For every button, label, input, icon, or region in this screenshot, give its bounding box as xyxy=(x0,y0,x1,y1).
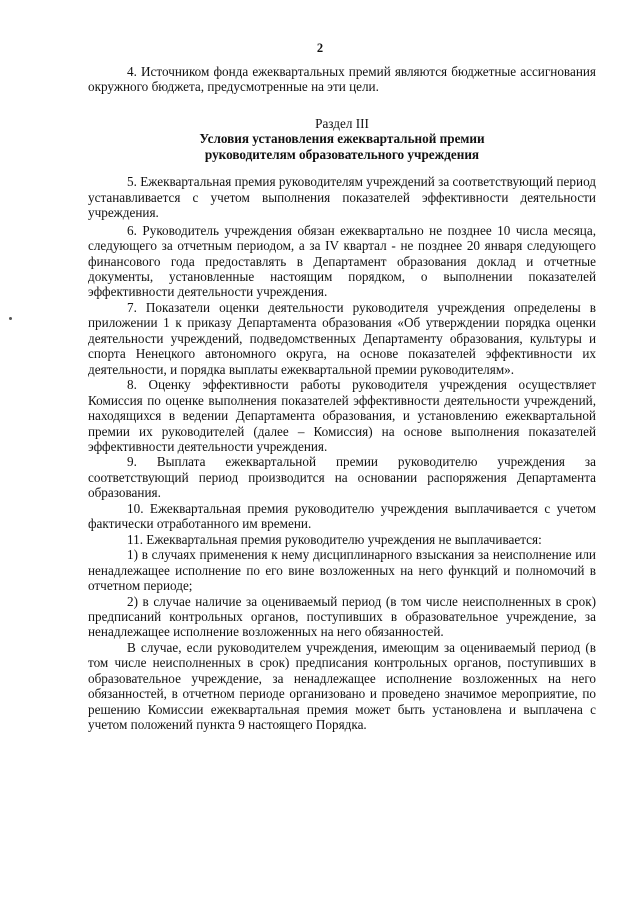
paragraph-5: 5. Ежеквартальная премия руководителям учреждений за соответствующий период устанавливается с учетом выполнения показателей эффективности деятельности учреждения. xyxy=(88,174,596,221)
paragraph-exception: В случае, если руководителем учреждения, имеющим за оцениваемый период (в том числе неисполненных в срок) предписания контрольных органов, поступивших в образовательное учреждение, за ненадлежащее исполнение возложенных на него обязанностей, в отчетном периоде организовано и проведено значимое мероприятие, по решению Комиссии ежеквартальная премия может быть установлена и выплачена с учетом положений пункта 9 настоящего Порядка. xyxy=(88,639,596,733)
section-title-line-2: руководителям образовательного учреждения xyxy=(204,146,480,162)
page-number: 2 xyxy=(316,41,324,55)
paragraph-11-item-2: 2) в случае наличие за оцениваемый период (в том числе неисполненных в срок) предписаний контрольных органов, поступивших в образовательное учреждение, за ненадлежащее исполнение возложенных на него обязанностей. xyxy=(88,593,596,640)
paragraph-11: 11. Ежеквартальная премия руководителю учреждения не выплачивается: xyxy=(127,531,542,547)
document-body xyxy=(88,64,596,733)
paragraph-8: 8. Оценку эффективности работы руководителя учреждения осуществляет Комиссия по оценке выполнения показателей эффективности деятельности учреждений, находящихся в ведении Департамента образования, и установлению ежеквартальной премии их руководителей (далее – Комиссия) на основе выполнения показателей эффективности деятельности учреждения. xyxy=(88,377,596,454)
section-title xyxy=(88,131,596,162)
section-title-line-1: Условия установления ежеквартальной премии xyxy=(199,131,485,147)
paragraph-10: 10. Ежеквартальная премия руководителю учреждения выплачивается с учетом фактически отработанного им времени. xyxy=(88,500,596,532)
paragraph-4: 4. Источником фонда ежеквартальных премий являются бюджетные ассигнования окружного бюджета, предусмотренные на эти цели. xyxy=(88,64,596,95)
paragraph-9: 9. Выплата ежеквартальной премии руководителю учреждения за соответствующий период производится на основании распоряжения Департамента образования. xyxy=(88,454,596,501)
paragraph-11-item-1: 1) в случаях применения к нему дисциплинарного взыскания за неисполнение или ненадлежащее исполнение по его вине возложенных на него функций и полномочий в отчетном периоде; xyxy=(88,547,596,594)
scan-speck xyxy=(9,317,12,320)
section-label: Раздел III xyxy=(315,115,369,131)
paragraph-7: 7. Показатели оценки деятельности руководителя учреждения определены в приложении 1 к приказу Департамента образования «Об утверждении порядка оценки деятельности учреждений, подведомственных Департаменту образования, культуры и спорта Ненецкого автономного округа, на основе показателей эффективности их деятельности, и порядка выплаты ежеквартальной премии руководителям». xyxy=(88,299,596,377)
paragraph-6: 6. Руководитель учреждения обязан ежеквартально не позднее 10 числа месяца, следующего за отчетным периодом, а за IV квартал - не позднее 20 января следующего финансового года предоставлять в Департамент образования доклад и отчетные документы, установленные настоящим порядком, о выполнении показателей эффективности деятельности учреждения. xyxy=(88,222,596,300)
